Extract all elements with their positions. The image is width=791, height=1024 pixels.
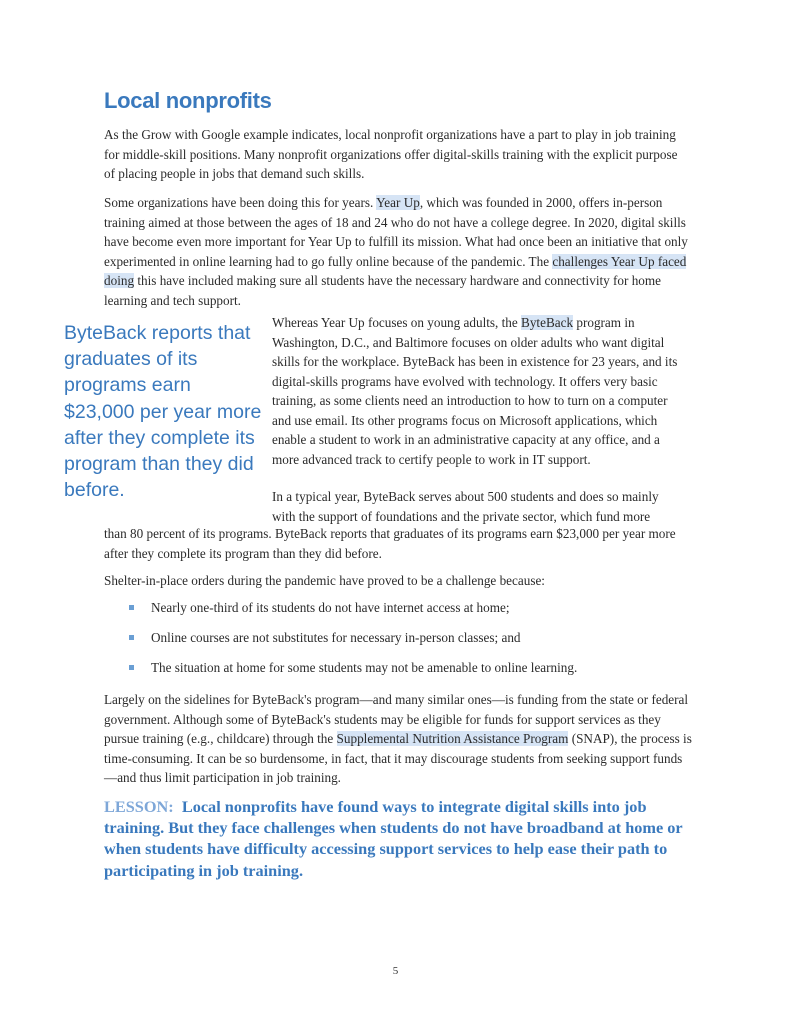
paragraph-funding bbox=[104, 690, 694, 788]
square-bullet-icon bbox=[129, 635, 134, 640]
list-item-text: The situation at home for some students may not be amenable to online learning. bbox=[151, 660, 578, 675]
byteback-text-a: Whereas Year Up focuses on young adults, the bbox=[272, 315, 522, 330]
list-item bbox=[104, 658, 684, 688]
square-bullet-icon bbox=[129, 665, 134, 670]
funding-text-a: Largely on the sidelines for ByteBack's program—and many similar ones—is funding from the state or federal government. Although some of ByteBack's students may be eligible for funds for support services as they pursue training (e.g., childcare) through the bbox=[104, 692, 689, 746]
paragraph-typical-year-part2: than 80 percent of its programs. ByteBack reports that graduates of its programs earn $23,000 per year more after they complete its program than they did before. bbox=[104, 526, 676, 561]
paragraph-byteback bbox=[272, 313, 684, 469]
square-bullet-icon bbox=[129, 605, 134, 610]
paragraph-intro bbox=[104, 125, 688, 184]
lesson-label: LESSON: bbox=[104, 797, 174, 816]
pull-quote: ByteBack reports that graduates of its programs earn $23,000 per year more after they complete its program than they did before. bbox=[64, 322, 262, 502]
challenge-list bbox=[104, 598, 684, 688]
section-heading: Local nonprofits bbox=[104, 88, 272, 113]
lesson-callout bbox=[104, 796, 694, 881]
list-item bbox=[104, 628, 684, 658]
lesson-text: Local nonprofits have found ways to integrate digital skills into job training. But they face challenges when students do not have broadband at home or when students have difficulty accessing support services to help ease their path to participating in job training. bbox=[104, 797, 683, 880]
year-up-text-c: this have included making sure all students have the necessary hardware and connectivity for home learning and tech support. bbox=[104, 273, 662, 308]
highlight-challenges: challenges Year Up faced doing bbox=[104, 253, 687, 288]
highlight-byteback: ByteBack bbox=[521, 315, 574, 330]
paragraph-intro-text: As the Grow with Google example indicates, local nonprofit organizations have a part to play in job training for middle-skill positions. Many nonprofit organizations offer digital-skills training with the explicit purpose of placing people in jobs that demand such skills. bbox=[104, 127, 678, 181]
year-up-text-a: Some organizations have been doing this for years. bbox=[104, 195, 377, 210]
page-number: 5 bbox=[392, 965, 399, 977]
paragraph-typical-year-part1: In a typical year, ByteBack serves about 500 students and does so mainly with the support of foundations and the private sector, which fund more bbox=[272, 489, 659, 524]
list-item-text: Nearly one-third of its students do not have internet access at home; bbox=[151, 600, 510, 615]
list-item-text: Online courses are not substitutes for necessary in-person classes; and bbox=[151, 630, 521, 645]
highlight-snap: Supplemental Nutrition Assistance Program bbox=[336, 731, 569, 746]
paragraph-year-up bbox=[104, 193, 688, 310]
byteback-text-b: program in Washington, D.C., and Baltimore focuses on older adults who want digital skills for the workplace. ByteBack has been in existence for 23 years, and its digital-skills programs have evolved with technology. It offers very basic training, as some clients need an introduction to how to turn on a computer and use email. Its other programs focus on Microsoft applications, which enable a student to work in an administrative capacity at any office, and a more advanced track to certify people to work in IT support. bbox=[272, 315, 678, 467]
paragraph-shelter-in-place: Shelter-in-place orders during the pandemic have proved to be a challenge because: bbox=[104, 573, 545, 588]
funding-text-b: (SNAP), the process is time-consuming. It can be so burdensome, in fact, that it may discourage students from seeking support funds—and thus limit participation in job training. bbox=[104, 731, 692, 785]
highlight-year-up: Year Up bbox=[376, 195, 420, 210]
year-up-text-b: , which was founded in 2000, offers in-person training aimed at those between the ages of 18 and 24 who do not have a college degree. In 2020, digital skills have become even more important for Year Up to fulfill its mission. What had once been an initiative that only experimented in online learning had to go fully online because of the pandemic. The bbox=[104, 195, 688, 269]
list-item bbox=[104, 598, 684, 628]
